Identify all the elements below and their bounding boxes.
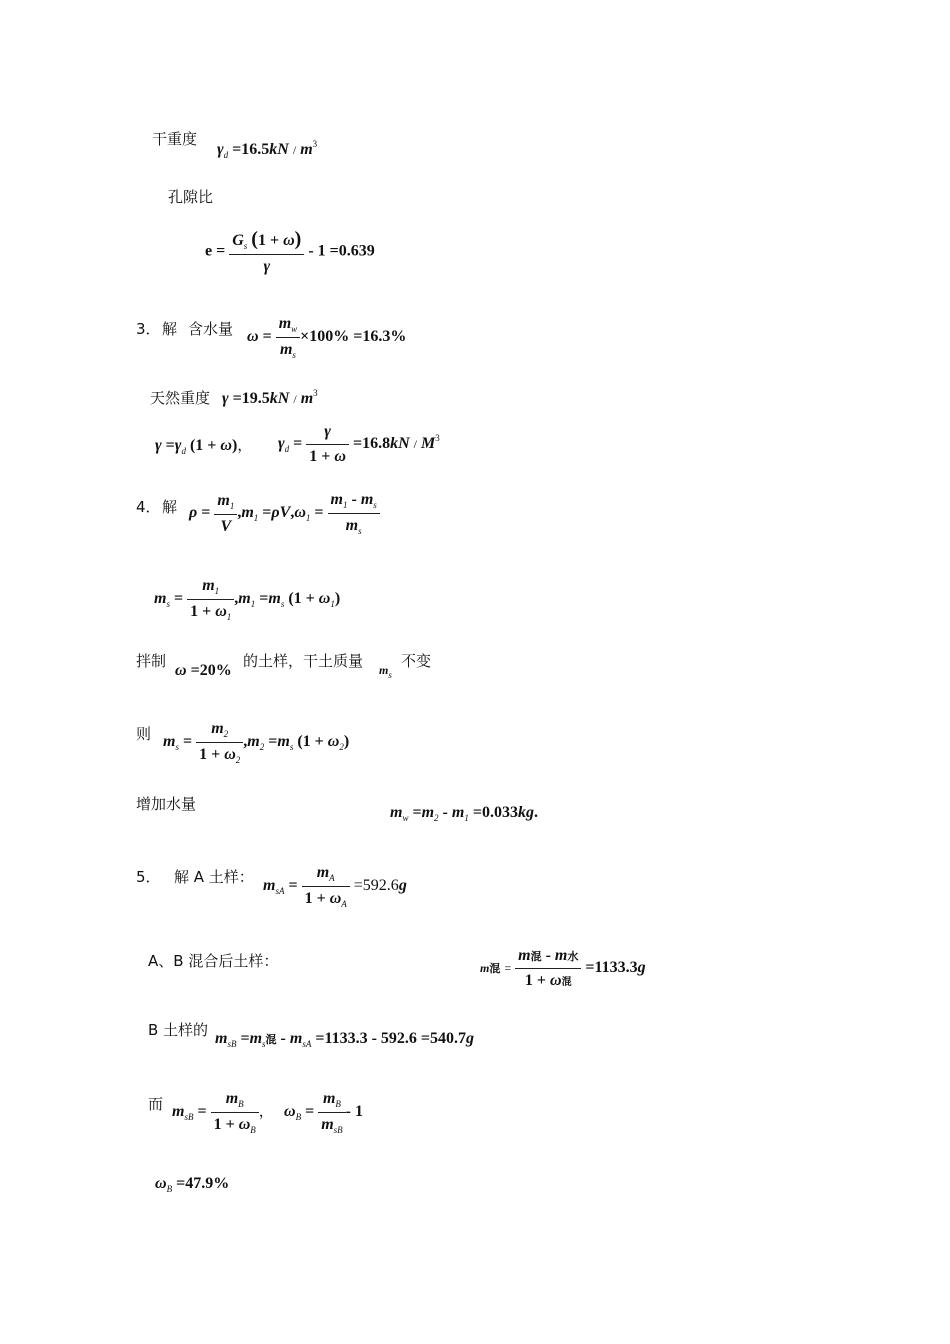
sec4-number: 4．: [136, 498, 161, 516]
void-ratio-formula: e = $\frac{G_s (1 + \omega)}{\gamma}$ - 1 =0.639: [205, 228, 375, 275]
omega-b-result: $\omega_B =47.9\%$: [155, 1175, 230, 1194]
omega-20-formula: ω =20%: [175, 662, 232, 679]
water-content-label: 含水量: [188, 320, 234, 338]
added-water-label: 增加水量: [136, 795, 197, 813]
ms-symbol: $m_s$: [379, 663, 392, 680]
sample-a-label: 解 A 土样：: [174, 868, 254, 886]
natural-weight-formula: $\gamma =19.5kN / m^3$: [222, 388, 318, 407]
dry-mass-formula-2: $m_s$ = $\frac{m_2}{1 + \omega_2}$ $,m_2 =m_s$ $(1 + \omega_2)$: [163, 720, 350, 765]
and-label: 而: [148, 1095, 164, 1113]
dry-weight-result-formula: $\gamma_d$ = $\frac{\gamma}{1 + \omega}$ $=16.8kN / M^3$: [278, 423, 440, 465]
ab-mixed-label: A、B 混合后土样：: [148, 952, 279, 970]
water-content-formula: ω = $\frac{m_w}{m_s}$ ×100% =16.3%: [247, 315, 407, 360]
gamma-relation-formula: $\gamma =\gamma_d$ (1 + ω)，: [155, 436, 253, 456]
sec3-solve: 解: [162, 320, 178, 338]
unchanged-text: 不变: [401, 652, 432, 670]
void-ratio-label: 孔隙比: [168, 188, 214, 206]
then-label: 则: [136, 725, 152, 743]
sec4-solve: 解: [162, 498, 178, 516]
natural-weight-label: 天然重度: [150, 389, 211, 407]
dry-mass-formula: $m_s$ = $\frac{m_1}{1 + \omega_1}$ $,m_1 =m_s$ $(1 + \omega_1)$: [154, 577, 341, 622]
mixed-mass-formula: m混 = $\frac{\text{m混 - m水}}{\text{1 + ω混}}$ =1133.3g: [480, 947, 646, 989]
prepare-label: 拌制: [136, 652, 167, 670]
sec5-number: 5．: [136, 868, 161, 886]
density-formula: ρ = $\frac{m_1}{V}$ $,m_1 =\rho V,\omega_1$ = $\frac{m_1 - m_s}{m_s}$: [189, 491, 380, 536]
sec3-number: 3．: [136, 320, 161, 338]
msb-formula: $m_{sB}$ = $\frac{m_B}{1 + \omega_B}$ ，: [172, 1090, 274, 1135]
sample-a-formula: $m_{sA}$ = $\frac{m_A}{1 + \omega_A}$ =592.6g: [263, 864, 407, 909]
omega-b-formula: $\omega_B$ = $\frac{m_B}{m_{sB}}$ - 1: [284, 1090, 363, 1135]
sample-b-formula: $m_{sB} =m_s$混 - $m_{sA} =1133.3 - 592.6 =540.7g$: [215, 1030, 475, 1049]
sample-b-label: B 土样的: [148, 1021, 209, 1039]
prepare-tail-text: 的土样，干土质量: [243, 652, 364, 670]
dry-weight-label: 干重度: [152, 130, 198, 148]
added-water-formula: $m_w =m_2 - m_1 =0.033kg$.: [390, 804, 538, 823]
dry-weight-formula: $\gamma_d =16.5kN / m^3$: [217, 139, 318, 160]
